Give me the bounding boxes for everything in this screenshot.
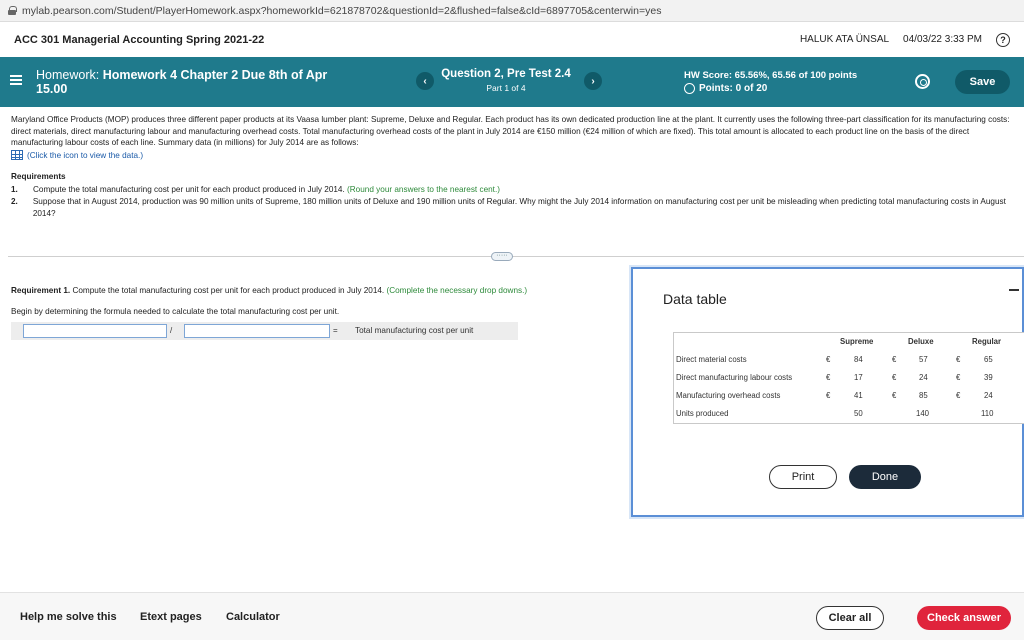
cell-value: 24 bbox=[984, 391, 993, 400]
done-button[interactable]: Done bbox=[849, 465, 921, 489]
requirements-heading: Requirements bbox=[11, 172, 66, 181]
column-header: Regular bbox=[972, 337, 1002, 346]
table-header-row bbox=[674, 333, 1024, 351]
homework-label: Homework: bbox=[36, 68, 100, 82]
homework-toolbar bbox=[0, 57, 1024, 107]
requirement-2 bbox=[11, 196, 1014, 219]
menu-icon[interactable] bbox=[10, 75, 22, 85]
currency-symbol: € bbox=[956, 391, 961, 400]
hw-score: HW Score: 65.56%, 65.56 of 100 points bbox=[684, 70, 858, 81]
instruction-text: Begin by determining the formula needed to calculate the total manufacturing cost per unit. bbox=[11, 307, 340, 316]
cell-value: 65 bbox=[984, 355, 993, 364]
currency-symbol: € bbox=[826, 391, 831, 400]
datetime: 04/03/22 3:33 PM bbox=[903, 34, 982, 45]
formula-row bbox=[11, 322, 518, 340]
etext-pages-button[interactable]: Etext pages bbox=[140, 611, 202, 623]
data-table bbox=[673, 332, 1024, 424]
next-question-button[interactable]: › bbox=[584, 72, 602, 90]
denominator-dropdown[interactable] bbox=[184, 324, 330, 338]
currency-symbol: € bbox=[892, 391, 897, 400]
problem-text: Maryland Office Products (MOP) produces three different paper products at its Vaasa lumber plant: Supreme, Deluxe and Regular. Each product has its own dedicated production line at the plant. It currently uses the following three-part classification for its manufacturing costs: direct materials, direct manufacturing labour and manufacturing overhead costs. Total manufacturing overhead costs of the plant in July 2014 are €150 million (€24 million of which are fixed). This total amount is allocated to each product line on the basis of the direct manufacturing labour costs of each line. Summary data (in millions) for July 2014 are as follows: bbox=[11, 115, 1010, 147]
calculator-button[interactable]: Calculator bbox=[226, 611, 280, 623]
numerator-dropdown[interactable] bbox=[23, 324, 167, 338]
help-icon[interactable]: ? bbox=[996, 33, 1010, 47]
points: Points: 0 of 20 bbox=[699, 83, 768, 94]
question-part: Part 1 of 4 bbox=[486, 83, 526, 93]
row-label: Units produced bbox=[676, 409, 729, 418]
points-circle-icon bbox=[684, 83, 695, 94]
table-row bbox=[674, 387, 1024, 405]
currency-symbol: € bbox=[956, 373, 961, 382]
homework-name: Homework 4 Chapter 2 Due 8th of Apr 15.00 bbox=[36, 68, 328, 96]
cell-value: 140 bbox=[916, 409, 930, 418]
table-row bbox=[674, 369, 1024, 387]
browser-url-bar[interactable] bbox=[0, 0, 1024, 22]
help-me-solve-button[interactable]: Help me solve this bbox=[20, 611, 117, 623]
division-sign: / bbox=[170, 326, 173, 335]
req-label: Requirement 1. bbox=[11, 286, 71, 295]
req-number: 2. bbox=[11, 197, 18, 206]
req-note: (Complete the necessary drop downs.) bbox=[386, 286, 528, 295]
column-header: Deluxe bbox=[908, 337, 934, 346]
score-info[interactable] bbox=[684, 69, 857, 95]
previous-question-button[interactable]: ‹ bbox=[416, 72, 434, 90]
currency-symbol: € bbox=[956, 355, 961, 364]
table-icon[interactable] bbox=[11, 150, 23, 160]
currency-symbol: € bbox=[826, 355, 831, 364]
currency-symbol: € bbox=[892, 373, 897, 382]
url-text[interactable]: mylab.pearson.com/Student/PlayerHomework.aspx?homeworkId=621878702&questionId=2&flushed=false&cId=6897705&centerwin=yes bbox=[22, 4, 662, 17]
currency-symbol: € bbox=[892, 355, 897, 364]
data-link-text[interactable]: (Click the icon to view the data.) bbox=[27, 150, 144, 160]
row-label: Manufacturing overhead costs bbox=[676, 391, 781, 400]
dialog-title: Data table bbox=[663, 291, 727, 307]
req-number: 1. bbox=[11, 184, 18, 194]
req-text: Compute the total manufacturing cost per unit for each product produced in July 2014. bbox=[72, 286, 385, 295]
cell-value: 85 bbox=[919, 391, 928, 400]
req-text: Compute the total manufacturing cost per unit for each product produced in July 2014. bbox=[33, 184, 345, 194]
minimize-icon[interactable] bbox=[1009, 289, 1019, 291]
equals-sign: = bbox=[333, 326, 338, 335]
req-note: (Round your answers to the nearest cent.) bbox=[347, 184, 500, 194]
print-button[interactable]: Print bbox=[769, 465, 837, 489]
requirement-1 bbox=[11, 184, 1014, 196]
cell-value: 17 bbox=[854, 373, 863, 382]
row-label: Direct manufacturing labour costs bbox=[676, 373, 793, 382]
result-label: Total manufacturing cost per unit bbox=[355, 326, 474, 335]
question-info[interactable] bbox=[436, 68, 576, 93]
problem-statement bbox=[11, 114, 1014, 219]
column-header: Supreme bbox=[840, 337, 874, 346]
footer-bar bbox=[0, 592, 1024, 640]
table-row bbox=[674, 405, 1024, 423]
save-button[interactable]: Save bbox=[955, 70, 1010, 94]
question-title: Question 2, Pre Test 2.4 bbox=[441, 68, 571, 80]
cell-value: 41 bbox=[854, 391, 863, 400]
table-row bbox=[674, 351, 1024, 369]
cell-value: 84 bbox=[854, 355, 863, 364]
user-name[interactable]: HALUK ATA ÜNSAL bbox=[799, 34, 890, 45]
cell-value: 110 bbox=[981, 409, 994, 418]
data-link[interactable] bbox=[11, 150, 1014, 162]
req-text: Suppose that in August 2014, production was 90 million units of Supreme, 180 million units of Deluxe and 190 million units of Regular. Why might the July 2014 information on manufacturing cost per unit be misleading when predicting total manufacturing costs in August 2014? bbox=[32, 197, 1006, 218]
gear-icon[interactable] bbox=[915, 74, 930, 89]
requirement-1-prompt bbox=[11, 286, 527, 295]
cell-value: 24 bbox=[919, 373, 928, 382]
section-divider bbox=[8, 256, 1024, 257]
cell-value: 39 bbox=[984, 373, 993, 382]
check-answer-button[interactable]: Check answer bbox=[917, 606, 1011, 630]
cell-value: 57 bbox=[919, 355, 928, 364]
lock-icon bbox=[8, 6, 16, 15]
data-table-dialog bbox=[631, 267, 1024, 517]
clear-all-button[interactable]: Clear all bbox=[816, 606, 884, 630]
currency-symbol: € bbox=[826, 373, 831, 382]
course-header bbox=[0, 22, 1024, 57]
divider-handle[interactable]: ····· bbox=[491, 252, 513, 261]
homework-title[interactable] bbox=[36, 68, 356, 96]
course-title: ACC 301 Managerial Accounting Spring 2021-22 bbox=[14, 33, 265, 46]
row-label: Direct material costs bbox=[676, 355, 747, 364]
cell-value: 50 bbox=[854, 409, 863, 418]
